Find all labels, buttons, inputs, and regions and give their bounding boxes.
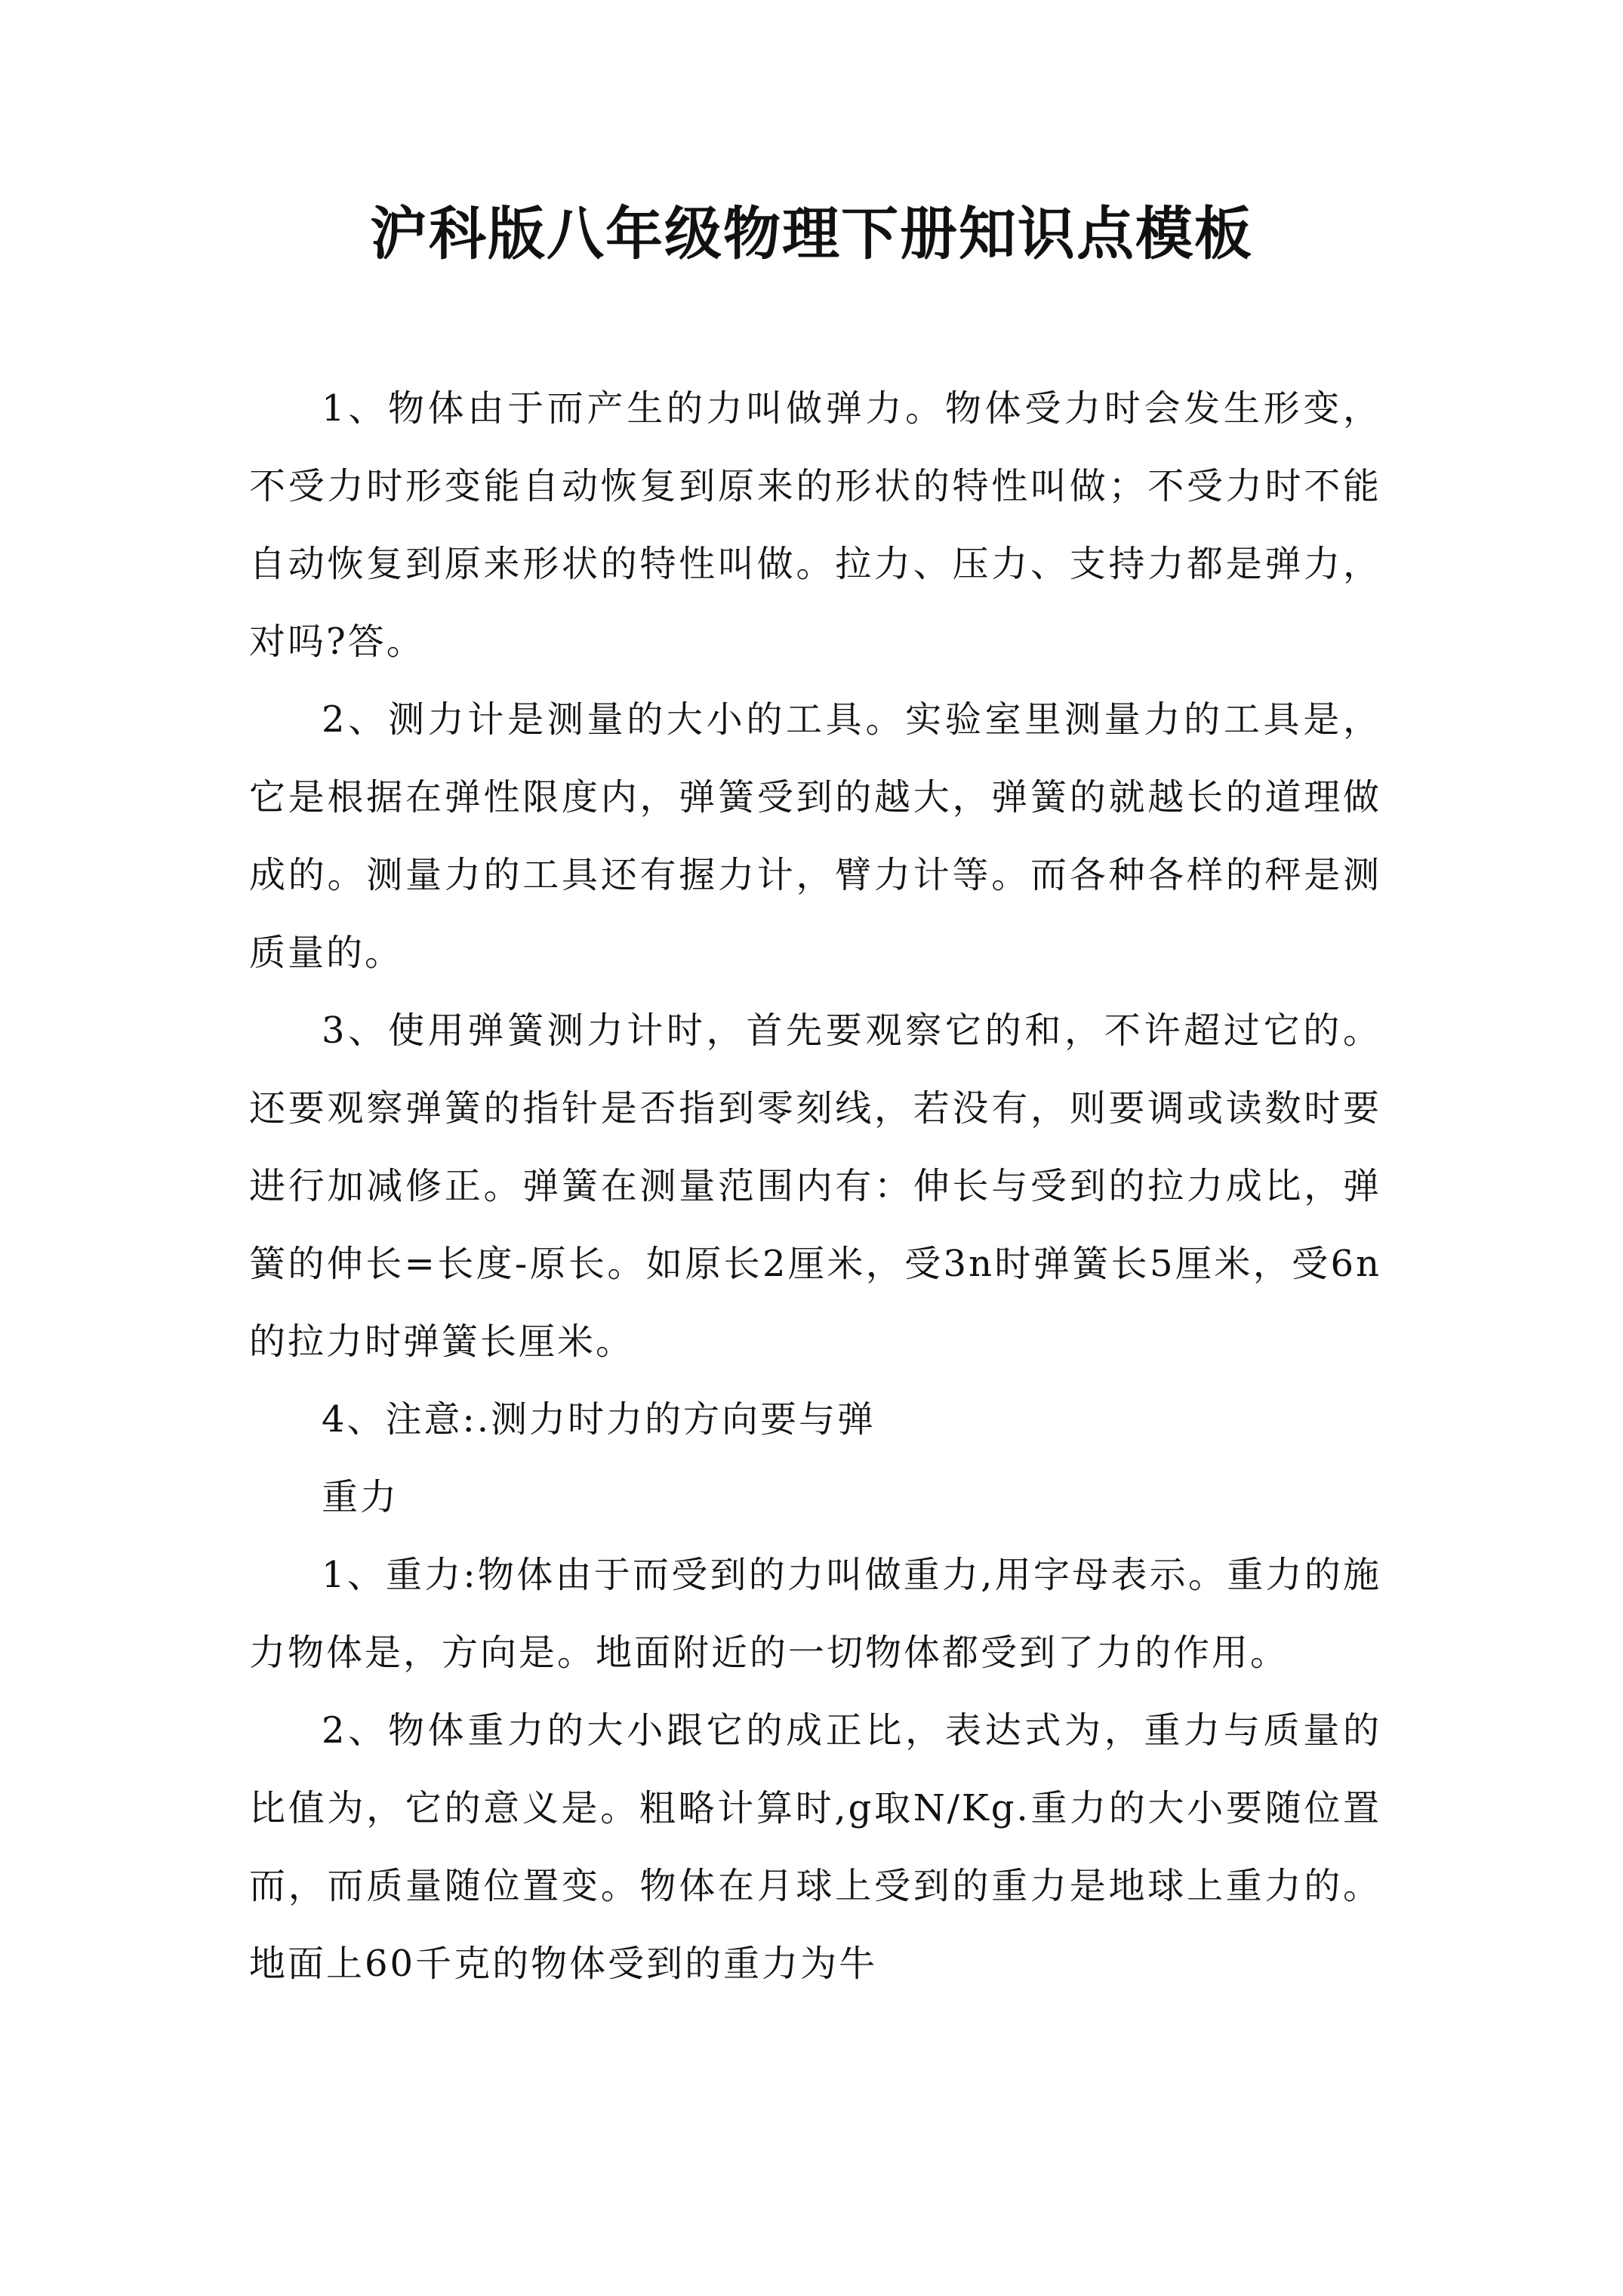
paragraph-gravity-definition: 1、重力:物体由于而受到的力叫做重力,用字母表示。重力的施力物体是，方向是。地面附近的一切物体都受到了力的作用。 [249, 1554, 1381, 1674]
paragraph-spring-scale-usage: 3、使用弹簧测力计时，首先要观察它的和，不许超过它的。还要观察弹簧的指针是否指到零刻线，若没有，则要调或读数时要进行加减修正。弹簧在测量范围内有：伸长与受到的拉力成比，弹簧的伸长=长度-原长。如原长2厘米，受3n时弹簧长5厘米，受6n的拉力时弹簧长厘米。 [249, 1009, 1381, 1363]
paragraph-note: 4、注意:.测力时力的方向要与弹 [322, 1398, 876, 1441]
paragraph-dynamometer: 2、测力计是测量的大小的工具。实验室里测量力的工具是，它是根据在弹性限度内，弹簧受到的越大，弹簧的就越长的道理做成的。测量力的工具还有握力计，臂力计等。而各种各样的秤是测质量的。 [249, 698, 1381, 974]
paragraph-elastic-force: 1、物体由于而产生的力叫做弹力。物体受力时会发生形变，不受力时形变能自动恢复到原来的形状的特性叫做；不受力时不能自动恢复到原来形状的特性叫做。拉力、压力、支持力都是弹力，对吗?答。 [249, 387, 1381, 663]
section-heading-gravity: 重力 [322, 1476, 399, 1518]
document-title: 沪科版八年级物理下册知识点模板 [370, 200, 1253, 267]
document-body [249, 370, 1381, 2003]
paragraph-gravity-magnitude: 2、物体重力的大小跟它的成正比，表达式为，重力与质量的比值为，它的意义是。粗略计算时,g取N/Kg.重力的大小要随位置而，而质量随位置变。物体在月球上受到的重力是地球上重力的。地面上60千克的物体受到的重力为牛 [249, 1709, 1381, 1985]
